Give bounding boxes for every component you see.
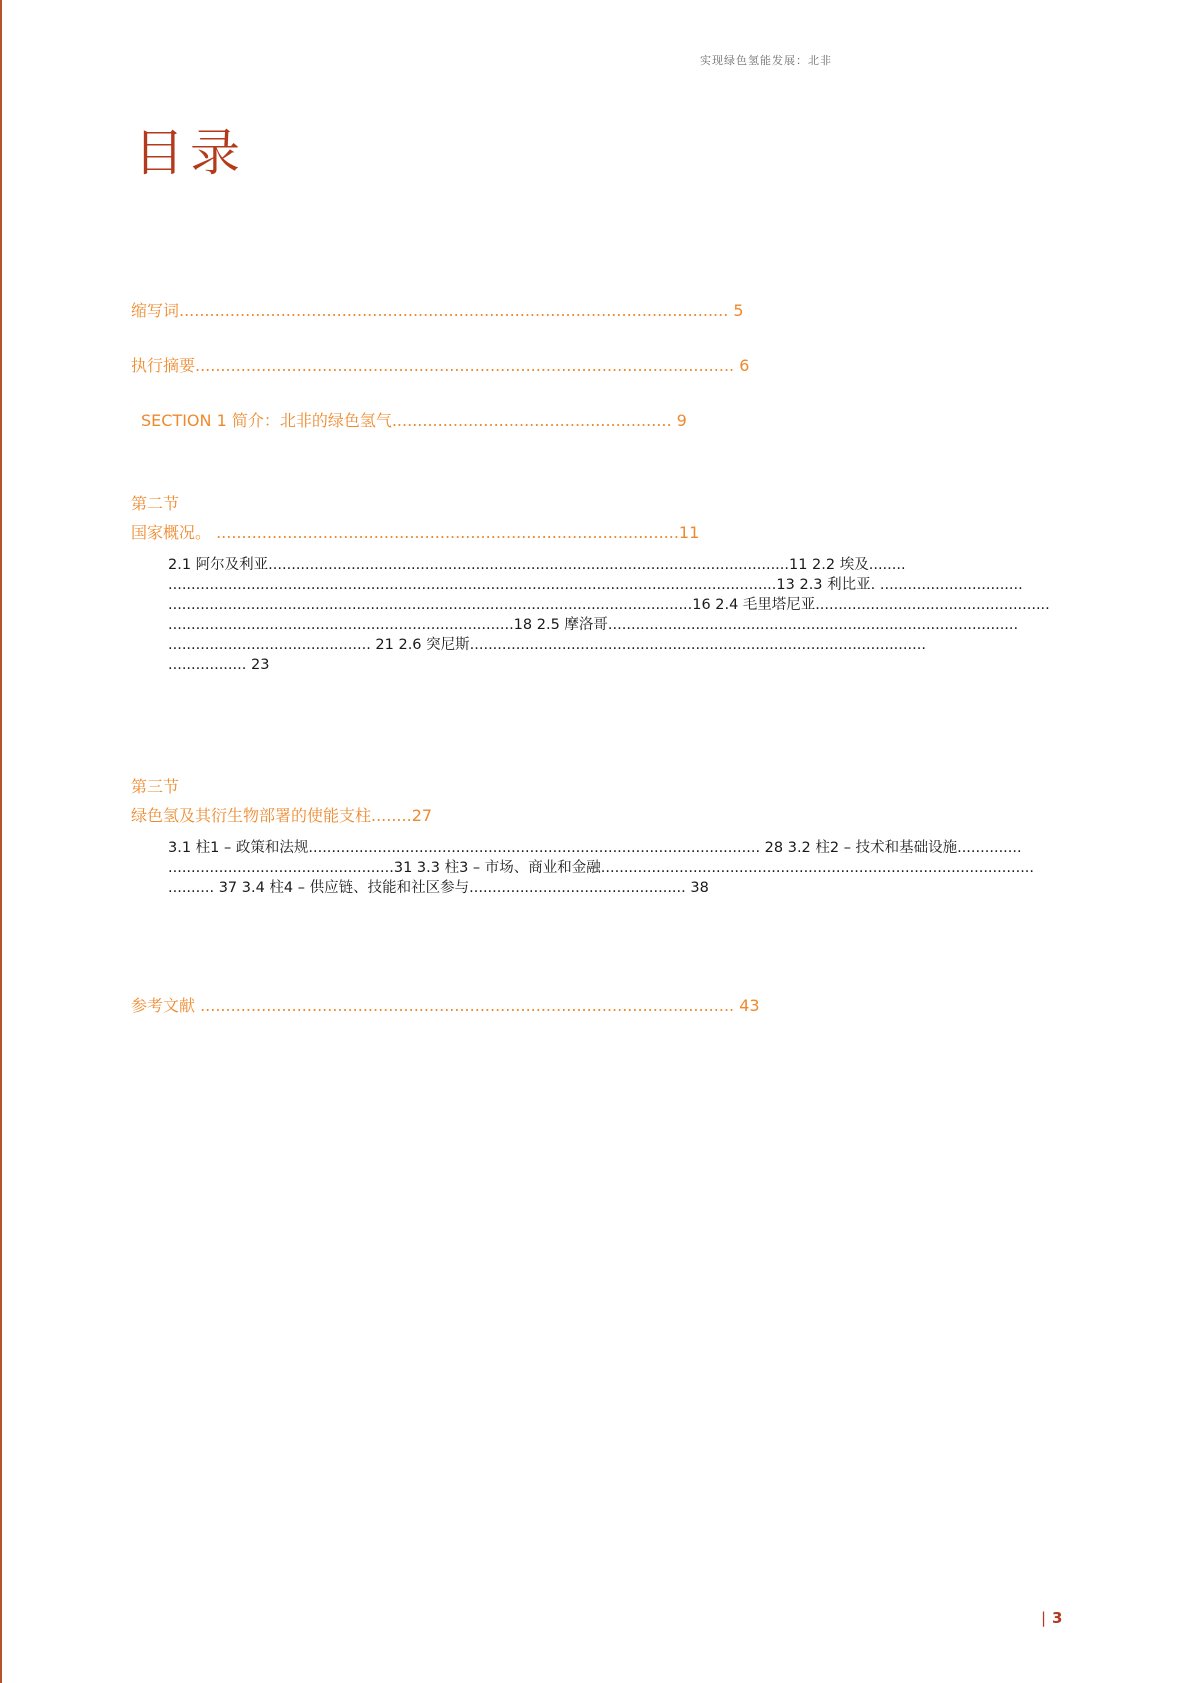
running-header: 实现绿色氢能发展：北非 — [700, 54, 832, 67]
toc-subentry-line[interactable]: ............................................ 21 2.6 突尼斯................................................................................................... — [168, 637, 926, 653]
footer-separator: | — [1041, 1609, 1047, 1627]
toc-entry-section-1[interactable]: SECTION 1 简介：北非的绿色氢气....................................................... 9 — [141, 411, 687, 430]
toc-entry-executive-summary[interactable]: 执行摘要.......................................................................................................... 6 — [131, 356, 750, 375]
toc-subentry-line[interactable]: .......... 37 3.4 柱4 – 供应链、技能和社区参与............................................... 38 — [168, 880, 709, 896]
toc-entry-section-2[interactable]: 国家概况。 ...........................................................................................11 — [131, 523, 700, 542]
toc-subentry-line[interactable]: ..................................................................................................................16 2.4 毛里塔尼亚................................................... — [168, 597, 1050, 613]
toc-subentry-line[interactable]: ....................................................................................................................................13 2.3 利比亚. ............................... — [168, 577, 1023, 593]
toc-section-2-heading: 第二节 — [131, 494, 180, 513]
toc-subentry-line[interactable]: ................. 23 — [168, 657, 270, 673]
toc-entry-references[interactable]: 参考文献 ......................................................................................................... 43 — [131, 996, 760, 1015]
toc-subentry-line[interactable]: 2.1 阿尔及利亚.................................................................................................................11 2.2 埃及........ — [168, 557, 906, 573]
toc-section-3-heading: 第三节 — [131, 777, 180, 796]
toc-subentry-line[interactable]: .................................................31 3.3 柱3 – 市场、商业和金融.............................................................................................. — [168, 860, 1035, 876]
page-number: 3 — [1052, 1609, 1063, 1627]
left-margin-rule — [0, 0, 2, 1683]
toc-subentry-line[interactable]: 3.1 柱1 – 政策和法规.................................................................................................. 28 3.2 柱2 – 技术和基础设施.............. — [168, 840, 1022, 856]
toc-subentry-line[interactable]: ...........................................................................18 2.5 摩洛哥......................................................................................... — [168, 617, 1019, 633]
page-title: 目录 — [134, 124, 246, 182]
toc-entry-abbreviations[interactable]: 缩写词............................................................................................................ 5 — [131, 301, 744, 320]
toc-entry-section-3[interactable]: 绿色氢及其衍生物部署的使能支柱........27 — [131, 806, 433, 825]
